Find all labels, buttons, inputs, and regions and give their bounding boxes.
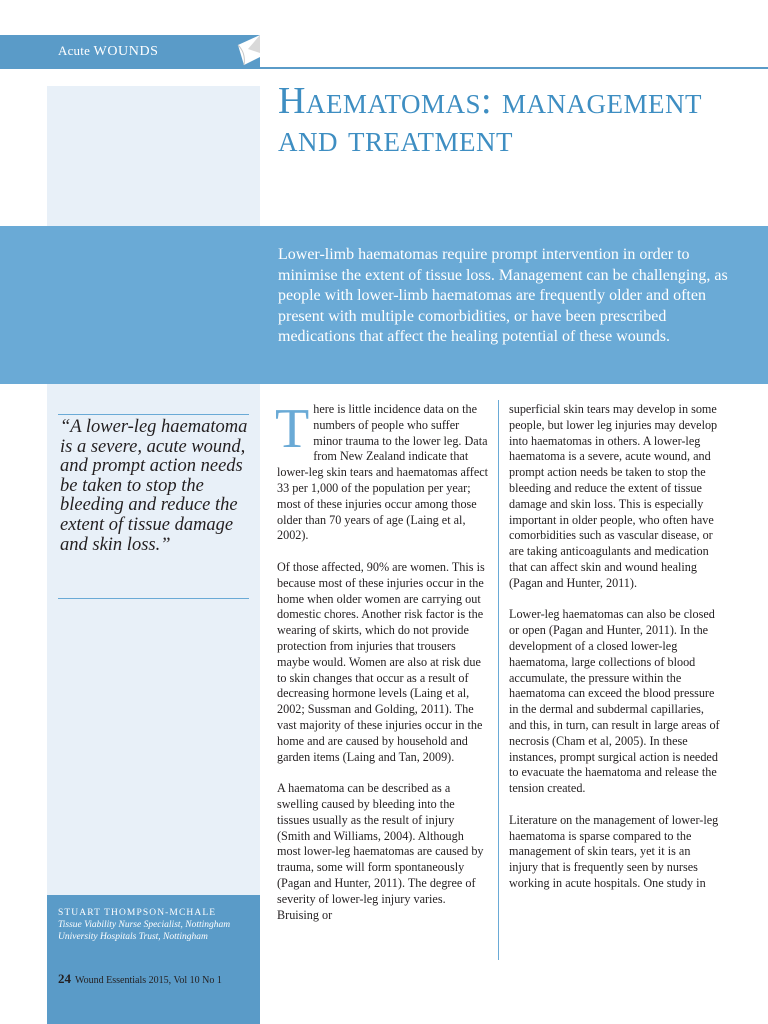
pull-quote-rule-bottom bbox=[58, 598, 249, 599]
column-divider bbox=[498, 400, 499, 960]
body-paragraph bbox=[275, 398, 489, 544]
left-panel-top bbox=[47, 86, 260, 226]
page-number: 24 bbox=[58, 971, 71, 986]
journal-citation: Wound Essentials 2015, Vol 10 No 1 bbox=[75, 975, 222, 986]
body-column-2 bbox=[509, 402, 721, 908]
section-header-band bbox=[0, 35, 260, 69]
pull-quote: “A lower-leg haematoma is a severe, acute wound, and prompt action needs be taken to stop the bleeding and reduce the extent of tissue damage and skin loss.” bbox=[60, 417, 248, 555]
body-paragraph: superficial skin tears may develop in some people, but lower leg injuries may develop into haematomas in others. A lower-leg haematoma is a severe, acute wound, and prompt action needs be taken to stop the bleeding and reduce the extent of tissue damage and skin loss. This is especially important in older people, who often have comorbidities such as vascular disease, or are taking anticoagulants and medication that can affect skin and wound healing (Pagan and Hunter, 2011). bbox=[509, 402, 718, 590]
body-text: here is little incidence data on the numbers of people who suffer minor trauma to the lower leg. Data from New Zealand indicate that lower-leg skin tears and haematomas affect 33 per 1,000 of the population per year; most of these injuries occur among those older than 70 years of age (Laing et al, 2002). bbox=[277, 402, 489, 543]
drop-cap: T bbox=[275, 398, 310, 460]
page-footer bbox=[58, 971, 222, 987]
author-name: STUART THOMPSON-MCHALE bbox=[58, 908, 217, 918]
body-paragraph: A haematoma can be described as a swelling caused by bleeding into the tissues usually as the result of injury (Smith and Williams, 2004). Although most lower-leg haematomas are caused by trauma, some will form spontaneously (Pagan and Hunter, 2011). The degree of severity of lower-leg injury varies. Bruising or bbox=[277, 781, 484, 922]
article-abstract: Lower-limb haematomas require prompt intervention in order to minimise the extent of tissue loss. Management can be challenging, as people with lower-limb haematomas are frequently older and often present with multiple comorbidities, or have been prescribed medications that affect the healing potential of these wounds. bbox=[278, 246, 728, 345]
section-label bbox=[58, 43, 159, 60]
body-paragraph: Literature on the management of lower-leg haematoma is sparse compared to the management of skin tears, yet it is an injury that is frequently seen by nurses working in acute hospitals. One study in bbox=[509, 812, 719, 890]
body-paragraph: Lower-leg haematomas can also be closed or open (Pagan and Hunter, 2011). In the development of a closed lower-leg haematoma, large collections of blood accumulate, the pressure within the haematoma can exceed the blood pressure in the dermal and subdermal capillaries, and this, in turn, can result in large areas of necrosis (Cham et al, 2005). In these instances, prompt surgical action is needed to evacuate the haematoma and release the tension created. bbox=[509, 607, 720, 796]
section-label-pre: Acute bbox=[58, 43, 91, 58]
body-column-1 bbox=[275, 398, 489, 939]
author-affiliation: Tissue Viability Nurse Specialist, Nottingham University Hospitals Trust, Nottingham bbox=[58, 920, 231, 942]
header-rule bbox=[260, 67, 768, 69]
page-curl-icon bbox=[234, 35, 260, 69]
author-block bbox=[58, 908, 253, 943]
section-label-main: WOUNDS bbox=[93, 44, 159, 59]
article-title: Haematomas: management and treatment bbox=[278, 80, 703, 160]
pull-quote-rule-top bbox=[58, 414, 249, 415]
body-paragraph: Of those affected, 90% are women. This is because most of these injuries occur in the home when older women are carrying out domestic chores. Another risk factor is the wearing of skirts, which do not provide protection from injuries that trousers maybe would. Women are also at risk due to skin changes that occur as a result of decreasing hormone levels (Laing et al, 2002; Sussman and Golding, 2011). The vast majority of these injuries occur in the home and are caused by household and garden items (Laing and Tan, 2009). bbox=[277, 559, 485, 764]
